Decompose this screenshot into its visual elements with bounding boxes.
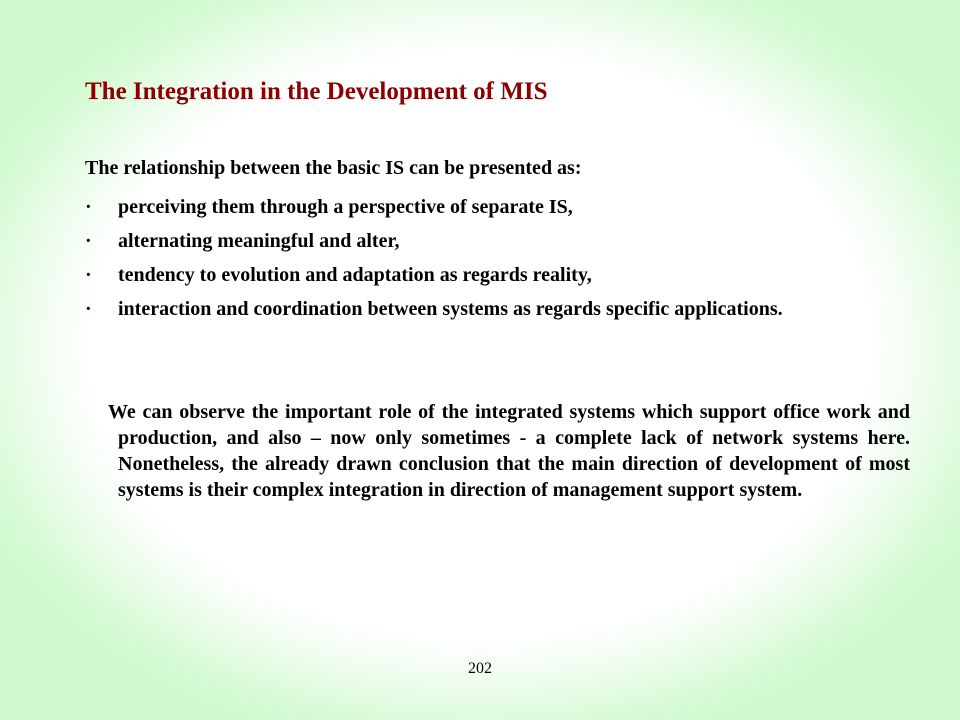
bullet-text: tendency to evolution and adaptation as regards reality, xyxy=(118,264,592,286)
body-paragraph: We can observe the important role of the integrated systems which support office work and production, and also – now only sometimes - a complete lack of network systems here. Nonetheless, the already drawn conclusion that the main direction of development of most systems is their complex integration in direction of management support system. xyxy=(108,401,910,501)
bullet-item xyxy=(85,296,911,322)
bullet-item xyxy=(85,228,911,254)
bullet-dot-icon: · xyxy=(85,196,92,218)
bullet-item xyxy=(85,194,911,220)
bullet-dot-icon: · xyxy=(85,264,92,286)
bullet-text: interaction and coordination between systems as regards specific applications. xyxy=(118,298,783,320)
intro-text: The relationship between the basic IS can be presented as: xyxy=(85,157,582,179)
bullet-text: perceiving them through a perspective of separate IS, xyxy=(118,196,573,218)
bullet-text: alternating meaningful and alter, xyxy=(118,230,400,252)
bullet-dot-icon: · xyxy=(85,298,92,320)
slide-title: The Integration in the Development of MIS xyxy=(85,78,548,105)
page-number: 202 xyxy=(468,660,492,677)
bullet-item xyxy=(85,262,911,288)
bullet-dot-icon: · xyxy=(85,230,92,252)
bullet-list xyxy=(85,194,911,330)
